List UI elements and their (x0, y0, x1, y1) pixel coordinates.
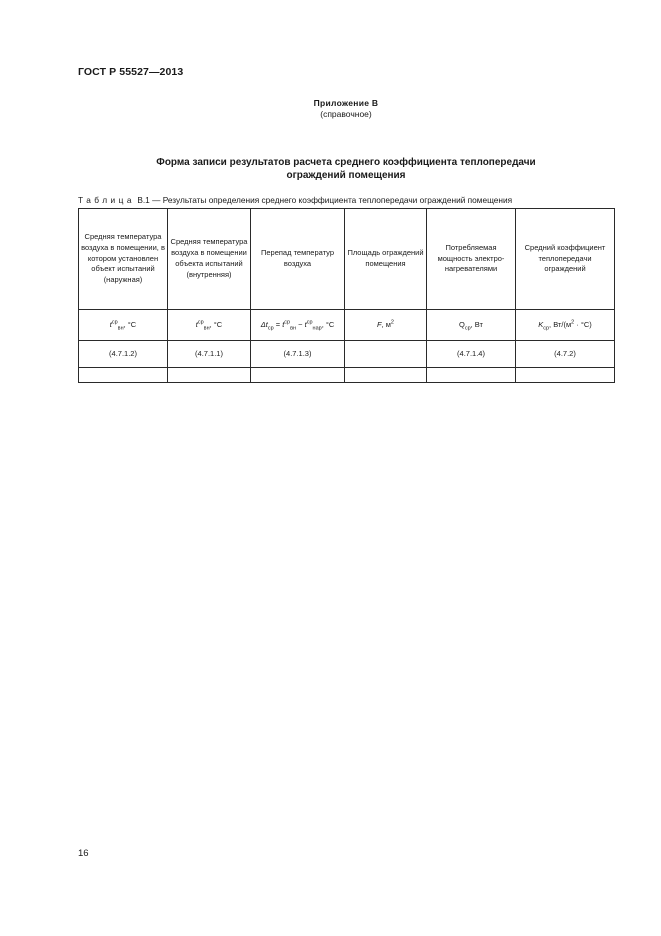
table-caption (78, 195, 512, 205)
appendix-type: (справочное) (320, 109, 372, 119)
ref-temperature-difference: (4.7.1.3) (251, 341, 345, 368)
form-title (100, 156, 592, 182)
empty-cell (79, 368, 168, 383)
empty-cell (427, 368, 516, 383)
empty-cell (516, 368, 615, 383)
table-units-row (79, 310, 615, 341)
empty-cell (168, 368, 251, 383)
ref-heat-transfer-coefficient: (4.7.2) (516, 341, 615, 368)
header-outdoor-temperature: Средняя температура воздуха в помещении, в котором установлен объект испытаний (наружная) (79, 209, 168, 310)
header-indoor-temperature: Средняя температура воздуха в помещении объекта испытаний (внутренняя) (168, 209, 251, 310)
form-title-line-1: Форма записи результатов расчета среднего коэффициента теплопередачи (156, 157, 536, 168)
ref-outdoor-temperature: (4.7.1.2) (79, 341, 168, 368)
empty-cell (345, 368, 427, 383)
table-caption-prefix: Таблица (78, 195, 136, 205)
appendix-heading (0, 98, 661, 120)
unit-indoor-temperature: $t^{ср}_{вн}$, °С (168, 310, 251, 341)
unit-temperature-difference: $\Delta t_{ср} = t^{ср}_{вн} - t^{ср}_{нар}$, °С (251, 310, 345, 341)
unit-heat-transfer-coefficient: $K_{ср}$, $Вт/(м^2 \cdot ^\circ С)$ (516, 310, 615, 341)
header-heater-power: Потребляемая мощность электро-нагревателями (427, 209, 516, 310)
empty-cell (251, 368, 345, 383)
ref-heater-power: (4.7.1.4) (427, 341, 516, 368)
ref-indoor-temperature: (4.7.1.1) (168, 341, 251, 368)
results-table (78, 208, 615, 383)
unit-outdoor-temperature: $t^{ср}_{вн}$, °С (79, 310, 168, 341)
header-enclosure-area: Площадь ограждений помещения (345, 209, 427, 310)
table-header-row (79, 209, 615, 310)
header-temperature-difference: Перепад температур воздуха (251, 209, 345, 310)
appendix-title: Приложение В (313, 98, 379, 108)
document-standard-number: ГОСТ Р 55527—2013 (78, 66, 184, 78)
ref-enclosure-area (345, 341, 427, 368)
page-number: 16 (78, 848, 89, 859)
header-heat-transfer-coefficient: Средний коэффициент теплопередачи ограждений (516, 209, 615, 310)
table-formula-refs-row (79, 341, 615, 368)
unit-enclosure-area: F, $м^2$ (345, 310, 427, 341)
table-caption-text: В.1 — Результаты определения среднего коэффициента теплопередачи ограждений помещения (135, 195, 513, 205)
form-title-line-2: ограждений помещения (286, 170, 406, 181)
table-empty-row (79, 368, 615, 383)
unit-heater-power: $Q_{ср}$, Вт (427, 310, 516, 341)
